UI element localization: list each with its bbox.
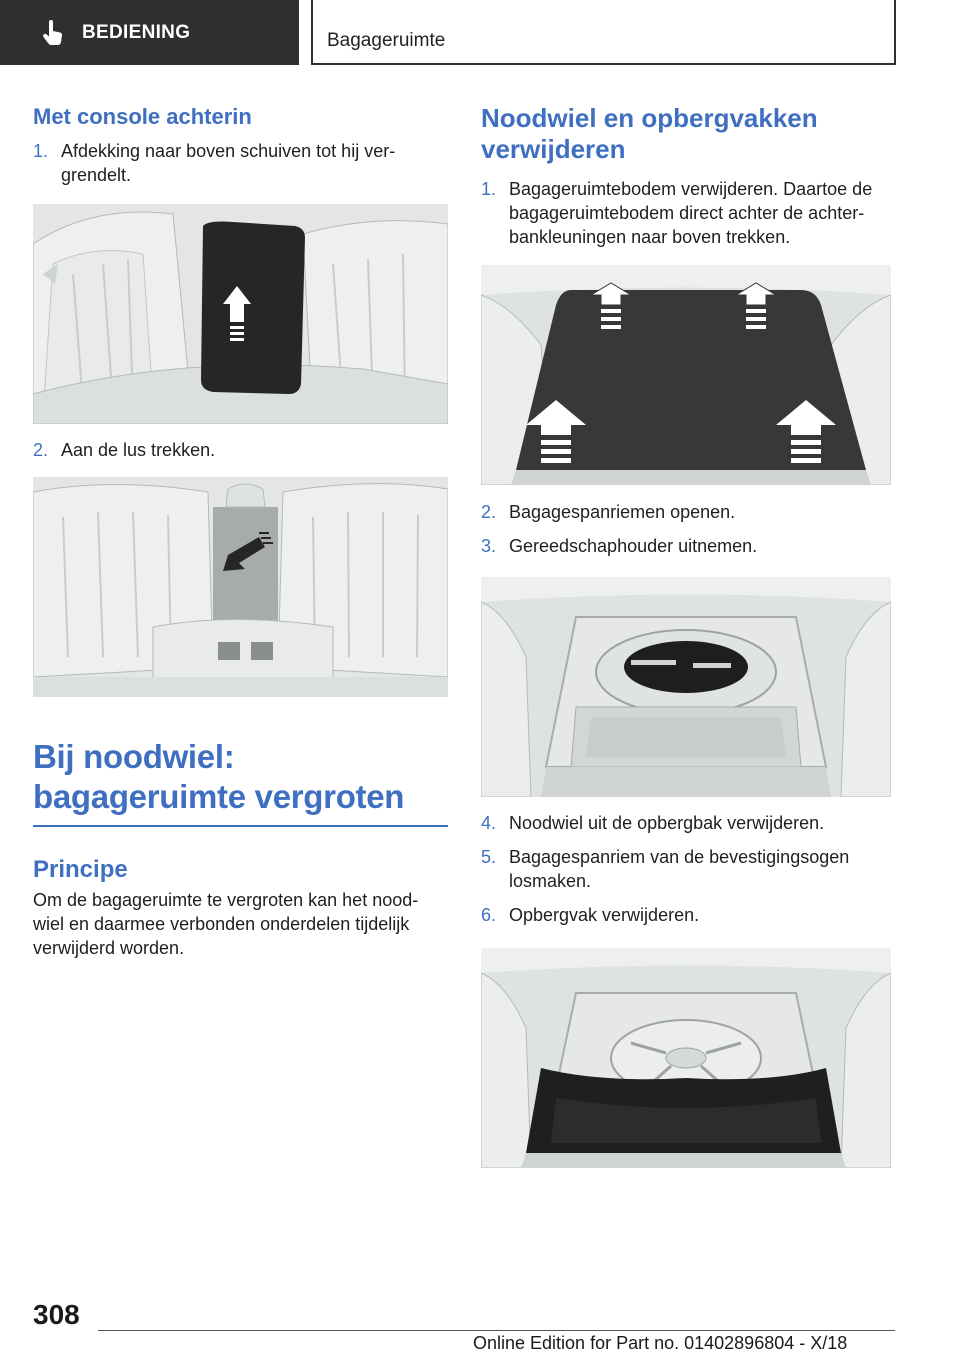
list-item (481, 845, 896, 893)
step-text: Gereedschaphouder uitnemen. (509, 536, 758, 556)
figure-console-loop (33, 477, 448, 697)
step-number: 4. (481, 813, 497, 833)
principle-text: Om de bagageruimte te vergroten kan het nood‐wiel en daarmee verbonden onderdelen tijdelijk verwijderd worden. (33, 890, 419, 958)
step-text: Aan de lus trekken. (61, 440, 216, 460)
step-number: 6. (481, 905, 497, 925)
removal-steps-2 (481, 500, 896, 558)
header-title-box (311, 0, 896, 65)
step-number: 2. (481, 502, 497, 522)
step-text: Bagagespanriem van de bevestigingsogen losmaken. (509, 847, 850, 891)
hand-pointer-icon (42, 20, 64, 46)
right-column (481, 103, 896, 1168)
list-item (481, 534, 896, 558)
figure-storage-tray (481, 948, 891, 1168)
figure-tool-holder (481, 577, 891, 797)
list-item (481, 903, 896, 927)
console-steps (33, 139, 448, 187)
footer-edition: Online Edition for Part no. 01402896804 - X/18 (473, 1333, 848, 1353)
step-text: Opbergvak verwijderen. (509, 905, 700, 925)
step-text: Noodwiel uit de opbergbak verwijderen. (509, 813, 825, 833)
main-heading-block (33, 737, 448, 827)
step-number: 1. (481, 179, 497, 199)
step-number: 2. (33, 440, 49, 460)
removal-steps-3 (481, 811, 896, 927)
step-text: Bagagespanriemen openen. (509, 502, 736, 522)
list-item (33, 139, 448, 187)
list-item (481, 811, 896, 835)
footer-rule (98, 1330, 895, 1331)
removal-heading: Noodwiel en opbergvakken verwijderen (481, 103, 818, 164)
principle-heading: Principe (33, 856, 128, 883)
header-section-tab (0, 0, 299, 65)
figure-trunk-floor (481, 265, 891, 485)
step-number: 3. (481, 536, 497, 556)
step-text: Afdekking naar boven schuiven tot hij ver‐grendelt. (61, 141, 396, 185)
step-number: 5. (481, 847, 497, 867)
step-text: Bagageruimtebodem verwijderen. Daartoe de bagageruimtebodem direct achter de achter‐bankleuningen naar boven trekken. (509, 179, 873, 247)
header-section-label: BEDIENING (82, 21, 191, 43)
removal-steps-1 (481, 177, 896, 249)
list-item (481, 500, 896, 524)
list-item (481, 177, 896, 249)
console-heading: Met console achterin (33, 104, 252, 129)
list-item (33, 438, 448, 462)
figure-console-cover (33, 204, 448, 424)
left-column (33, 103, 448, 960)
header-page-title: Bagageruimte (327, 30, 446, 51)
main-heading: Bij noodwiel: bagageruimte vergroten (33, 738, 405, 815)
console-steps-2 (33, 438, 448, 462)
page-number: 308 (33, 1299, 80, 1330)
step-number: 1. (33, 141, 49, 161)
